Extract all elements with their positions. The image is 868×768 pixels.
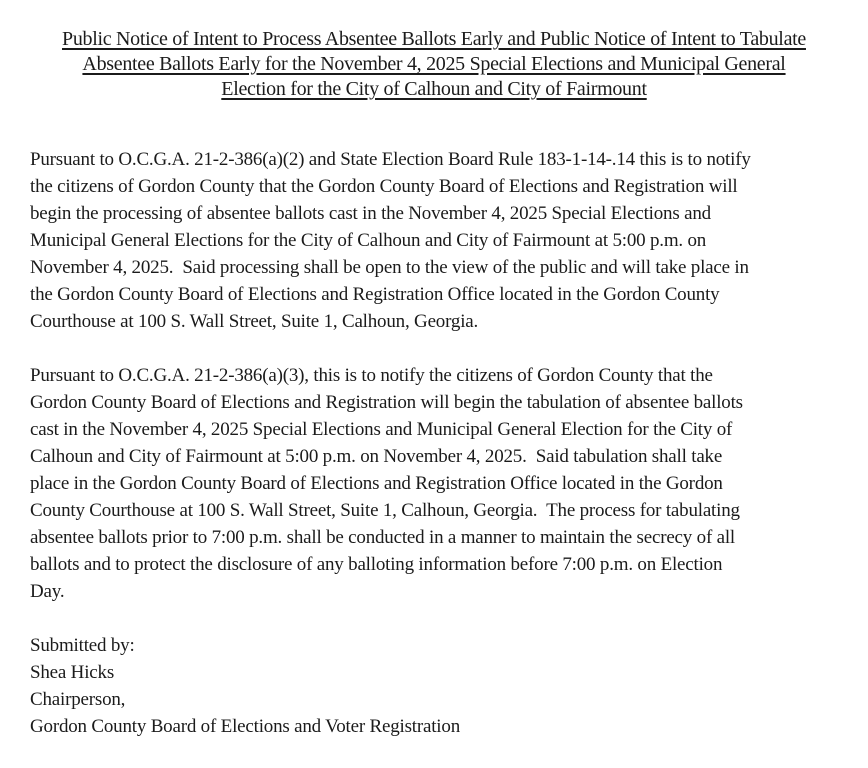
paragraph-line: County Courthouse at 100 S. Wall Street, Suite 1, Calhoun, Georgia. The process for tabulating [30,500,740,521]
notice-title-text: Election for the City of Calhoun and City of Fairmount [221,78,647,100]
notice-title-line [30,77,838,102]
submitted-by-label: Submitted by: [30,635,135,656]
paragraph-line: Pursuant to O.C.G.A. 21-2-386(a)(3), this is to notify the citizens of Gordon County that the [30,365,713,386]
paragraph-line: absentee ballots prior to 7:00 p.m. shall be conducted in a manner to maintain the secrecy of all [30,527,736,548]
signer-name: Shea Hicks [30,662,115,683]
paragraph-tabulation-notice [30,362,838,605]
notice-title-line [30,27,838,52]
paragraph-line: Gordon County Board of Elections and Registration will begin the tabulation of absentee ballots [30,392,743,413]
notice-title-text: Public Notice of Intent to Process Absentee Ballots Early and Public Notice of Intent to Tabulate [62,28,806,50]
paragraph-line: place in the Gordon County Board of Elections and Registration Office located in the Gordon [30,473,723,494]
notice-title-text: Absentee Ballots Early for the November 4, 2025 Special Elections and Municipal General [82,53,786,75]
paragraph-processing-notice [30,146,838,335]
paragraph-line: Municipal General Elections for the City of Calhoun and City of Fairmount at 5:00 p.m. on [30,230,707,251]
paragraph-line: Day. [30,581,65,602]
notice-title-line [30,52,838,77]
paragraph-line: Pursuant to O.C.G.A. 21-2-386(a)(2) and State Election Board Rule 183-1-14-.14 this is to notify [30,149,751,170]
paragraph-line: begin the processing of absentee ballots cast in the November 4, 2025 Special Elections and [30,203,711,224]
paragraph-line: the Gordon County Board of Elections and Registration Office located in the Gordon County [30,284,720,305]
notice-title [30,27,838,102]
paragraph-line: Calhoun and City of Fairmount at 5:00 p.m. on November 4, 2025. Said tabulation shall take [30,446,723,467]
paragraph-line: the citizens of Gordon County that the Gordon County Board of Elections and Registration will [30,176,738,197]
paragraph-line: cast in the November 4, 2025 Special Elections and Municipal General Election for the City of [30,419,733,440]
paragraph-line: ballots and to protect the disclosure of any balloting information before 7:00 p.m. on Election [30,554,723,575]
signer-title: Chairperson, [30,689,126,710]
paragraph-line: Courthouse at 100 S. Wall Street, Suite 1, Calhoun, Georgia. [30,311,479,332]
notice-body [30,146,838,740]
signature-block [30,632,838,740]
paragraph-line: November 4, 2025. Said processing shall be open to the view of the public and will take place in [30,257,749,278]
signer-organization: Gordon County Board of Elections and Voter Registration [30,716,460,737]
